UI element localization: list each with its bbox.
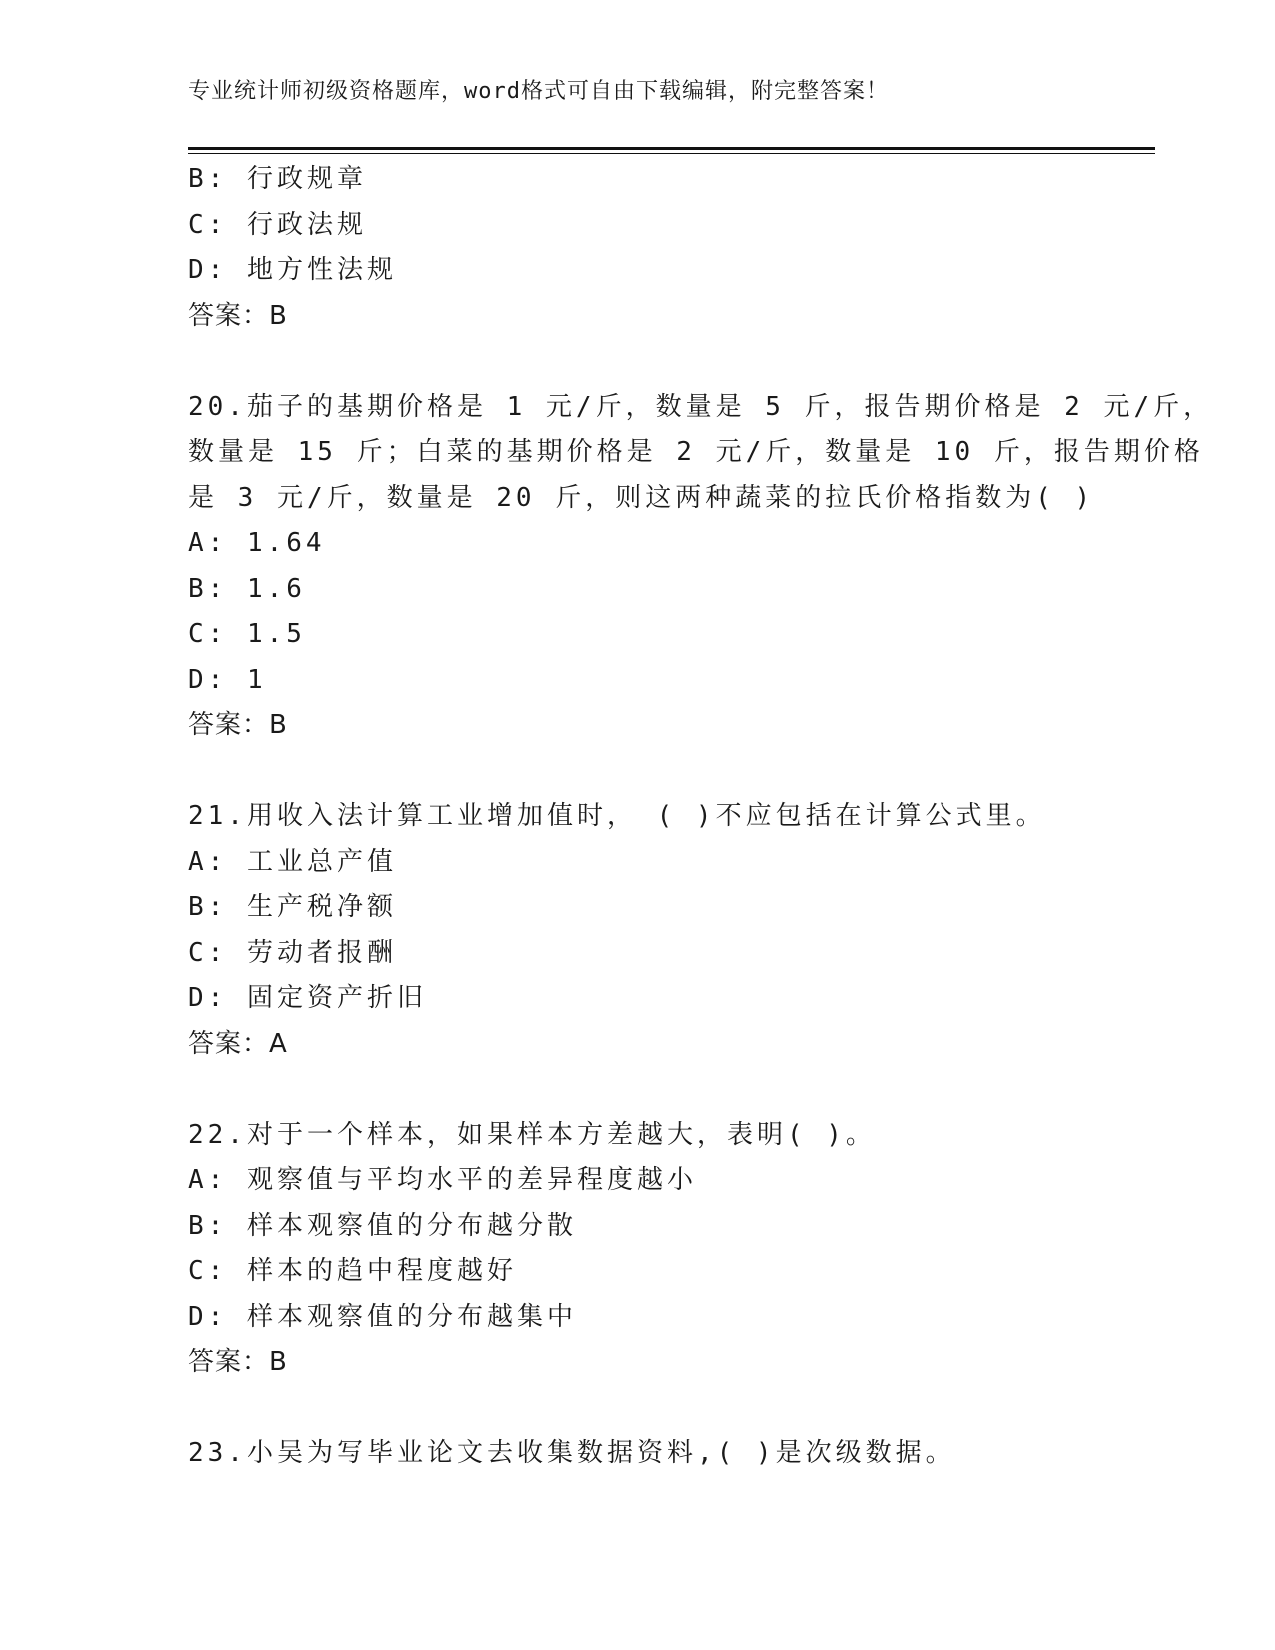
answer-line: 答案：B [188, 300, 288, 331]
option-line: C: 劳动者报酬 [188, 937, 397, 968]
option-line: D: 1 [188, 664, 267, 695]
spacer [188, 749, 1088, 795]
option-line: B: 样本观察值的分布越分散 [188, 1210, 577, 1241]
answer-line: 答案：B [188, 710, 288, 740]
option-line: A: 工业总产值 [188, 846, 397, 877]
option-line: C: 1.5 [188, 619, 306, 649]
option-line: D: 地方性法规 [188, 255, 397, 285]
option-line: C: 行政法规 [188, 209, 367, 240]
answer-line: 答案：B [188, 1347, 288, 1377]
question-20-text: 是 3 元/斤，数量是 20 斤，则这两种蔬菜的拉氏价格指数为( ) [188, 482, 1095, 513]
answer-line: 答案：A [188, 1028, 288, 1059]
option-line: A: 观察值与平均水平的差异程度越小 [188, 1165, 697, 1195]
spacer [188, 339, 1088, 385]
spacer [188, 1386, 1088, 1432]
option-line: B: 生产税净额 [188, 892, 397, 922]
question-20-text: 数量是 15 斤；白菜的基期价格是 2 元/斤，数量是 10 斤，报告期价格 [188, 437, 1204, 467]
option-line: C: 样本的趋中程度越好 [188, 1256, 517, 1286]
question-23-text: 23.小吴为写毕业论文去收集数据资料,( )是次级数据。 [188, 1438, 956, 1468]
question-21-text: 21.用收入法计算工业增加值时， ( )不应包括在计算公式里。 [188, 801, 1046, 831]
option-line: D: 样本观察值的分布越集中 [188, 1301, 577, 1332]
option-line: A: 1.64 [188, 528, 326, 558]
question-22-text: 22.对于一个样本，如果样本方差越大，表明( )。 [188, 1119, 876, 1150]
header-rule-thin [188, 153, 1155, 154]
option-line: D: 固定资产折旧 [188, 983, 427, 1013]
document-body [188, 157, 1214, 1477]
option-line: B: 1.6 [188, 573, 306, 604]
option-line: B: 行政规章 [188, 164, 367, 194]
page-header: 专业统计师初级资格题库，word格式可自由下载编辑，附完整答案！ [188, 79, 889, 104]
header-rule-thick [188, 147, 1155, 150]
spacer [188, 1067, 1088, 1113]
question-20-text: 20.茄子的基期价格是 1 元/斤，数量是 5 斤，报告期价格是 2 元/斤， [188, 391, 1214, 422]
